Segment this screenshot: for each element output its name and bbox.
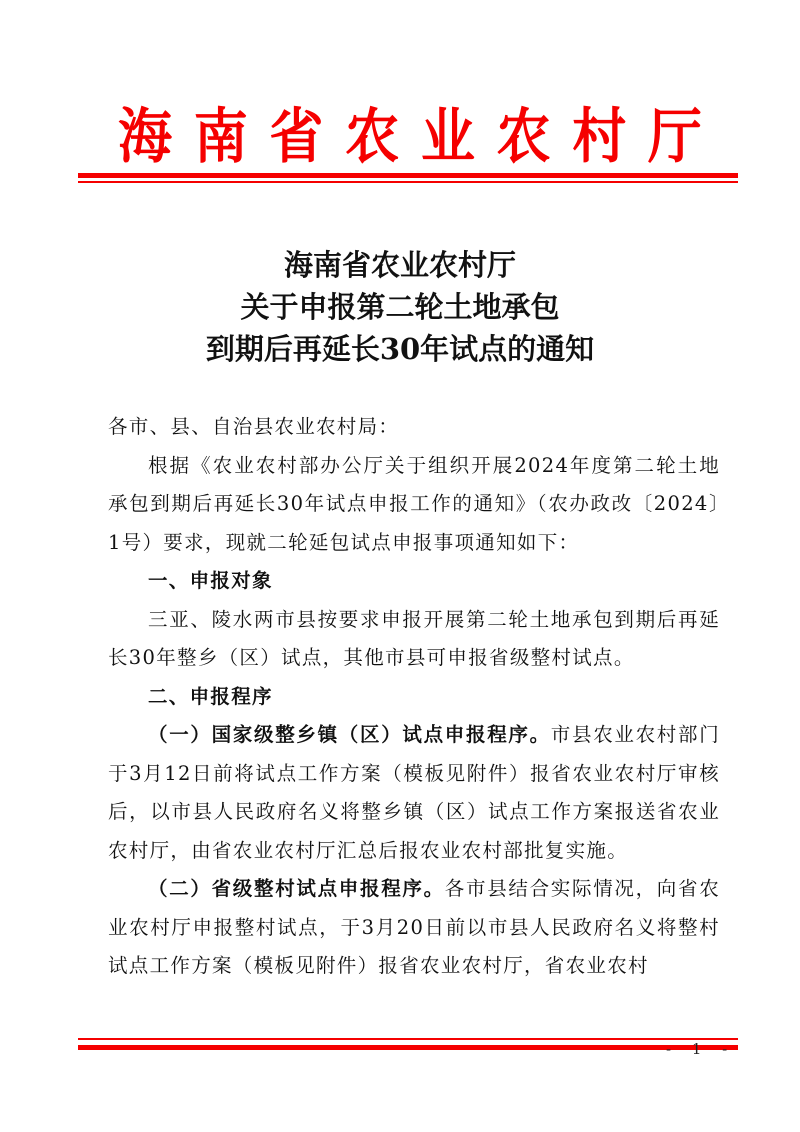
intro-paragraph: 根据《农业农村部办公厅关于组织开展2024年度第二轮土地承包到期后再延长30年试点申报工作的通知》（农办政改〔2024〕1号）要求，现就二轮延包试点申报事项通知如下： — [108, 453, 720, 554]
document-body — [108, 408, 720, 986]
masthead-char: 农 — [345, 100, 400, 172]
masthead-char: 厅 — [647, 100, 702, 172]
masthead-char: 农 — [496, 100, 551, 172]
section-2-item-2 — [108, 870, 720, 986]
header-rule-thin — [78, 181, 738, 183]
masthead-title — [78, 100, 738, 172]
document-title — [0, 244, 800, 370]
masthead-char: 村 — [572, 100, 627, 172]
title-line-2: 关于申报第二轮土地承包 — [240, 290, 560, 324]
masthead-char: 南 — [193, 100, 248, 172]
item-2-text: 各市县结合实际情况，向省农业农村厅申报整村试点，于3月20日前以市县人民政府名义将整村试点工作方案（模板见附件）报省农业农村厅，省农业农村 — [108, 877, 720, 977]
section-1-text: 三亚、陵水两市县按要求申报开展第二轮土地承包到期后再延长30年整乡（区）试点，其他市县可申报省级整村试点。 — [108, 607, 720, 669]
section-2-item-1 — [108, 716, 720, 870]
masthead-char: 业 — [420, 100, 475, 172]
page-number: - 1 - — [666, 1040, 736, 1058]
item-2-lead: （二）省级整村试点申报程序。 — [148, 877, 445, 900]
header-rule-thick — [78, 173, 738, 178]
section-1-heading: 一、申报对象 — [148, 569, 273, 592]
masthead-char: 海 — [118, 100, 172, 172]
item-1-text: 市县农业农村部门于3月12日前将试点工作方案（模板见附件）报省农业农村厅审核后，以市县人民政府名义将整乡镇（区）试点工作方案报送省农业农村厅，由省农业农村厅汇总后报农业农村部批复实施。 — [108, 723, 720, 862]
footer-rule-thin — [78, 1038, 738, 1040]
salutation: 各市、县、自治县农业农村局： — [108, 415, 400, 438]
title-line-3: 到期后再延长30年试点的通知 — [205, 332, 595, 366]
item-1-lead: （一）国家级整乡镇（区）试点申报程序。 — [148, 723, 551, 746]
title-line-1: 海南省农业农村厅 — [283, 248, 516, 282]
footer-rule-thick — [78, 1045, 738, 1050]
masthead-char: 省 — [269, 100, 324, 172]
section-2-heading: 二、申报程序 — [148, 684, 273, 708]
